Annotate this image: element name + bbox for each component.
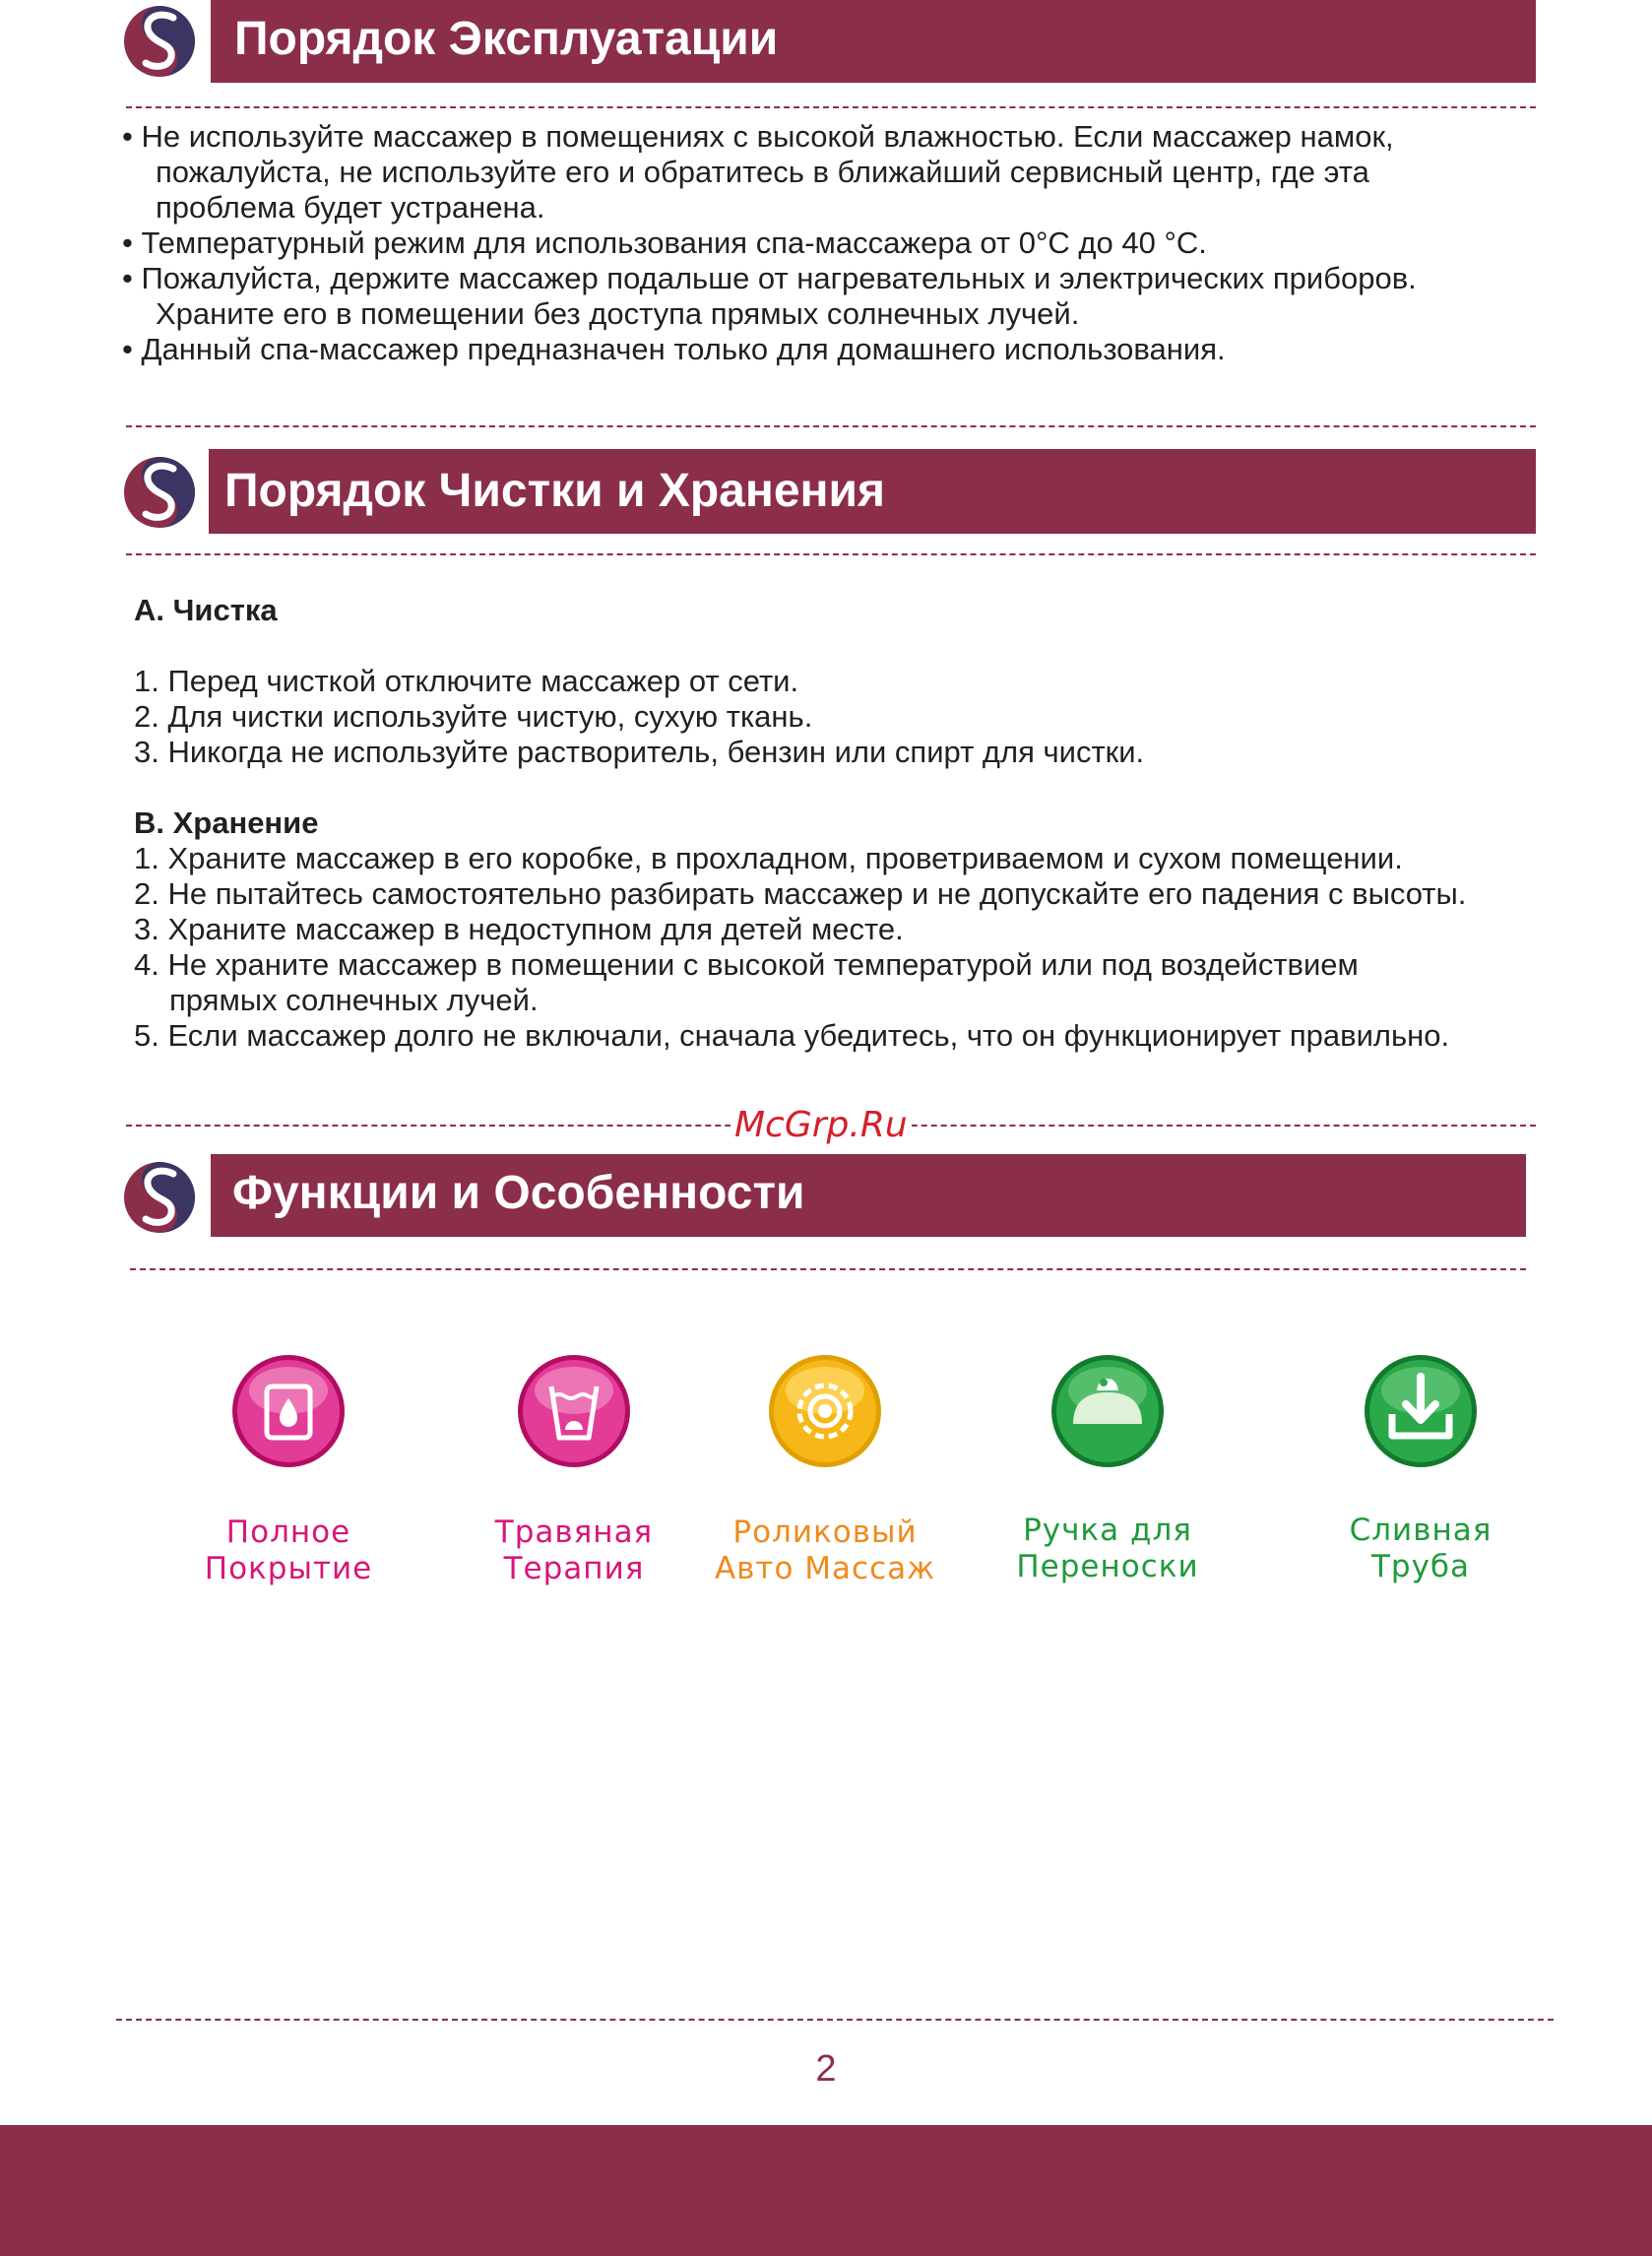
operation-title: Порядок Эксплуатации	[211, 0, 1536, 83]
operation-line: • Пожалуйста, держите массажер подальше от нагревательных и электрических приборов.	[122, 261, 1417, 295]
feature-roller-massage	[697, 1353, 953, 1587]
feature-label-line2: Терапия	[503, 1551, 645, 1586]
feature-label-line1: Сливная	[1349, 1513, 1493, 1548]
feature-label-line2: Авто Массаж	[714, 1551, 936, 1586]
brand-logo-icon	[122, 1160, 197, 1235]
operation-line: • Не используйте массажер в помещениях с высокой влажностью. Если массажер намок,	[122, 119, 1394, 154]
feature-label-line2: Переноски	[1016, 1549, 1199, 1584]
feature-label-line1: Ручка для	[1023, 1513, 1192, 1548]
storage-item: прямых солнечных лучей.	[169, 983, 539, 1017]
water-drop-icon	[230, 1353, 347, 1469]
herbal-bath-icon	[516, 1353, 632, 1469]
roller-icon	[767, 1353, 883, 1469]
feature-label	[160, 1515, 416, 1587]
feature-label	[980, 1513, 1236, 1585]
storage-item: 4. Не храните массажер в помещении с высокой температурой или под воздействием	[134, 947, 1359, 982]
feature-label-line1: Полное	[225, 1515, 351, 1550]
operation-line: • Температурный режим для использования спа-массажера от 0°C до 40 °C.	[122, 226, 1207, 260]
operation-line: • Данный спа-массажер предназначен только для домашнего использования.	[122, 332, 1226, 366]
divider	[126, 106, 1536, 108]
storage-item: 3. Храните массажер в недоступном для детей месте.	[134, 912, 904, 946]
storage-item: 1. Храните массажер в его коробке, в прохладном, проветриваемом и сухом помещении.	[134, 841, 1403, 875]
feature-label-line1: Травяная	[494, 1515, 654, 1550]
cleaning-title: Порядок Чистки и Хранения	[209, 449, 1536, 534]
storage-subtitle: B. Хранение	[134, 806, 319, 840]
feature-drain-pipe	[1293, 1353, 1549, 1585]
features-title: Функции и Особенности	[211, 1154, 1526, 1237]
feature-herbal-therapy	[446, 1353, 702, 1587]
brand-logo-icon	[122, 4, 197, 79]
feature-label	[1293, 1513, 1549, 1585]
carry-handle-icon	[1049, 1353, 1166, 1469]
feature-label	[446, 1515, 702, 1587]
cleaning-item: 3. Никогда не используйте растворитель, бензин или спирт для чистки.	[134, 735, 1145, 769]
drain-pipe-icon	[1363, 1353, 1479, 1469]
feature-full-coverage	[160, 1353, 416, 1587]
operation-line: проблема будет устранена.	[156, 190, 545, 225]
storage-item: 5. Если массажер долго не включали, сначала убедитесь, что он функционирует правильно.	[134, 1018, 1450, 1053]
cleaning-text	[134, 593, 1466, 1054]
footer-divider	[116, 2019, 1554, 2021]
brand-logo-icon	[122, 455, 197, 530]
operation-line: Храните его в помещении без доступа прямых солнечных лучей.	[156, 296, 1080, 331]
divider	[130, 1268, 1526, 1270]
cleaning-subtitle: A. Чистка	[134, 593, 278, 627]
feature-label	[697, 1515, 953, 1587]
watermark: McGrp.Ru	[731, 1105, 912, 1145]
operation-line: пожалуйста, не используйте его и обратитесь в ближайший сервисный центр, где эта	[156, 155, 1369, 189]
footer-bar	[0, 2125, 1652, 2256]
cleaning-item: 2. Для чистки используйте чистую, сухую ткань.	[134, 699, 813, 734]
feature-label-line2: Покрытие	[204, 1551, 373, 1586]
feature-label-line1: Роликовый	[732, 1515, 918, 1550]
cleaning-item: 1. Перед чисткой отключите массажер от сети.	[134, 664, 799, 698]
divider	[126, 425, 1536, 427]
storage-item: 2. Не пытайтесь самостоятельно разбирать массажер и не допускайте его падения с высоты.	[134, 876, 1467, 911]
divider	[126, 553, 1536, 555]
feature-label-line2: Труба	[1370, 1549, 1471, 1584]
feature-carry-handle	[980, 1353, 1236, 1585]
operation-text	[122, 119, 1417, 367]
page-number: 2	[815, 2048, 837, 2090]
